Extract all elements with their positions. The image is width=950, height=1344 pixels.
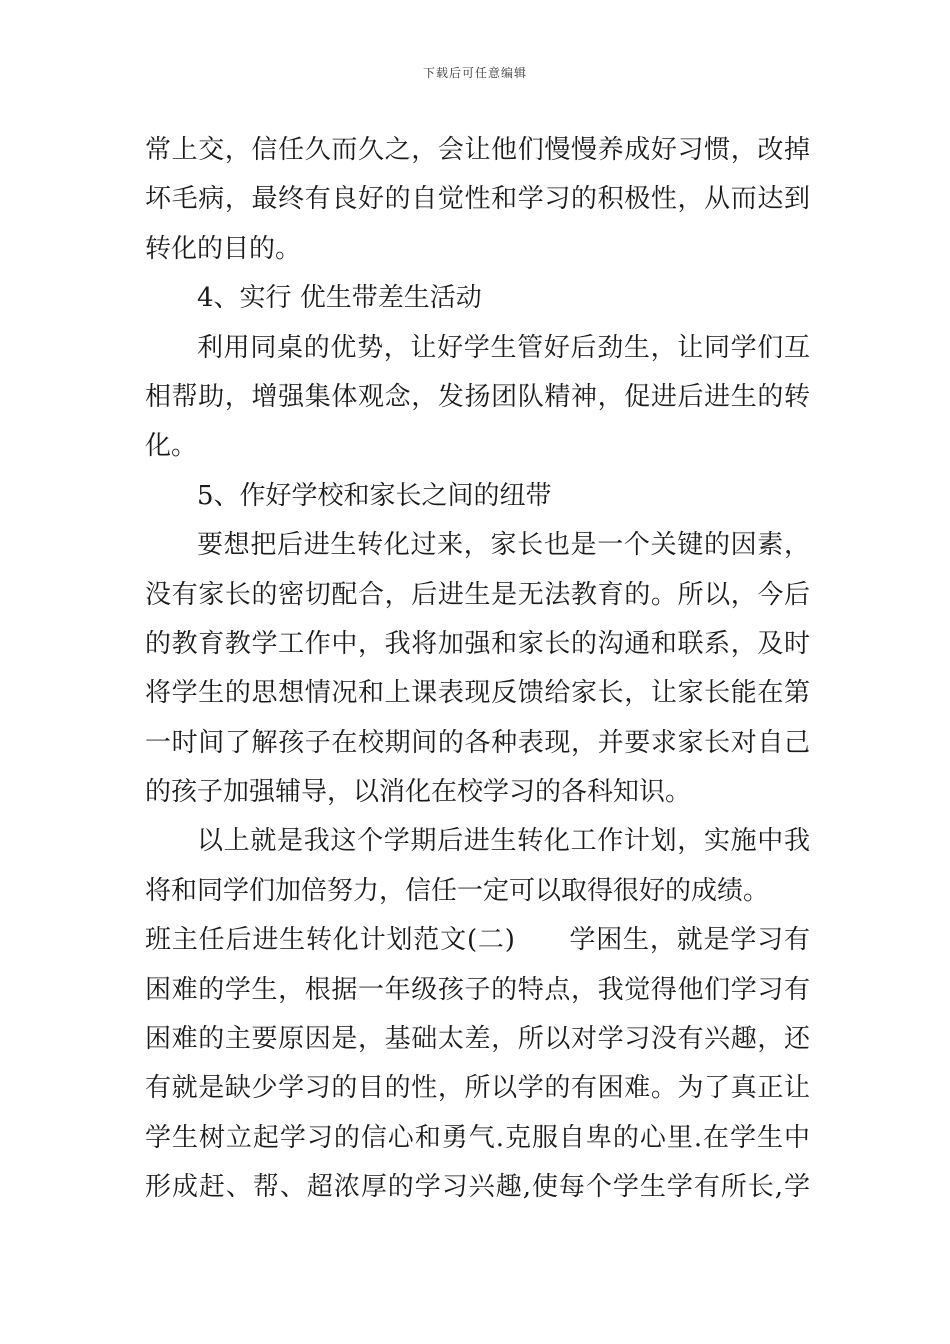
text-line: 坏毛病，最终有良好的自觉性和学习的积极性，从而达到: [145, 184, 810, 215]
text-line: 学生树立起学习的信心和勇气.克服自卑的心里.在学生中: [145, 1122, 810, 1153]
document-body: [145, 126, 810, 1213]
text-line: 班主任后进生转化计划范文(二) 学困生，就是学习有: [145, 925, 810, 956]
text-line: 要想把后进生转化过来，家长也是一个关键的因素，: [197, 530, 810, 561]
text-line: 将和同学们加倍努力，信任一定可以取得很好的成绩。: [145, 875, 770, 906]
text-line: 以上就是我这个学期后进生转化工作计划，实施中我: [197, 826, 810, 857]
section-heading: 4、实行 优生带差生活动: [197, 283, 482, 314]
text-line: 利用同桌的优势，让好学生管好后劲生，让同学们互: [197, 332, 810, 363]
text-line: 困难的主要原因是，基础太差，所以对学习没有兴趣，还: [145, 1024, 810, 1055]
text-line: 常上交，信任久而久之，会让他们慢慢养成好习惯，改掉: [145, 135, 810, 165]
page-header: 下载后可任意编辑: [422, 66, 527, 80]
text-line: 没有家长的密切配合，后进生是无法教育的。所以，今后: [145, 579, 810, 610]
text-line: 将学生的思想情况和上课表现反馈给家长，让家长能在第: [145, 678, 810, 709]
text-line: 形成赶、帮、超浓厚的学习兴趣,使每个学生学有所长,学: [145, 1172, 810, 1203]
text-line: 的教育教学工作中，我将加强和家长的沟通和联系，及时: [145, 628, 810, 659]
section-heading: 5、作好学校和家长之间的纽带: [197, 480, 552, 511]
text-line: 化。: [145, 431, 198, 462]
text-line: 有就是缺少学习的目的性，所以学的有困难。为了真正让: [145, 1073, 810, 1104]
text-line: 的孩子加强辅导，以消化在校学习的各科知识。: [145, 777, 692, 808]
text-line: 困难的学生，根据一年级孩子的特点，我觉得他们学习有: [145, 974, 810, 1005]
text-line: 转化的目的。: [145, 233, 302, 264]
text-line: 相帮助，增强集体观念，发扬团队精神，促进后进生的转: [145, 381, 810, 412]
text-line: 一时间了解孩子在校期间的各种表现，并要求家长对自己: [145, 727, 810, 758]
